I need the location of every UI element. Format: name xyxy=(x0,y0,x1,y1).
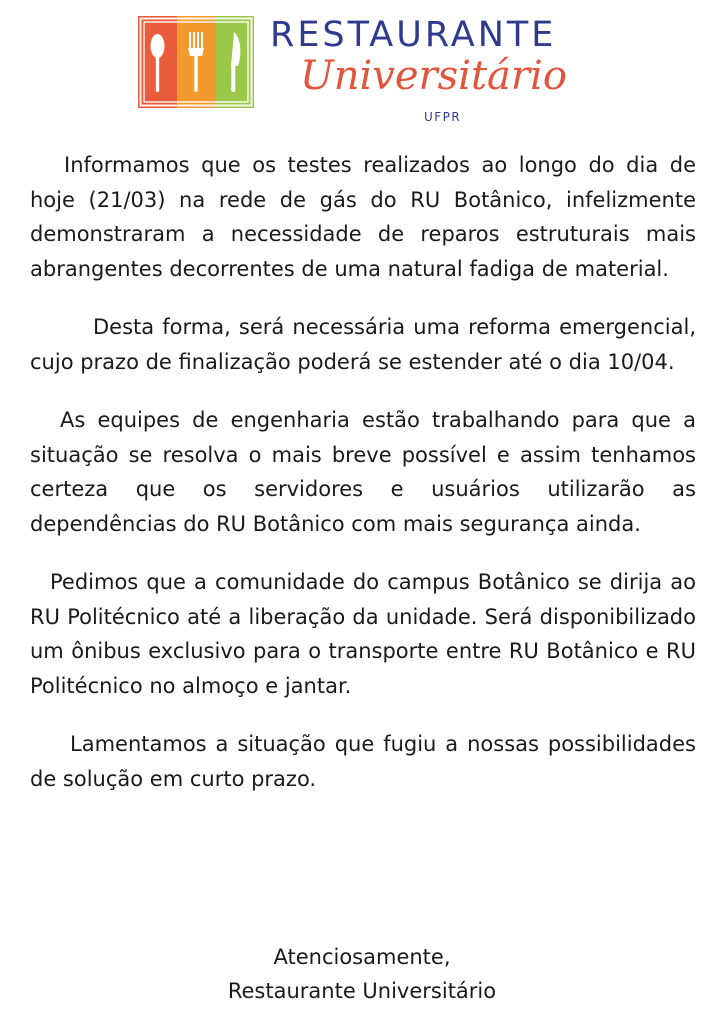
notice-paragraph-4: Pedimos que a comunidade do campus Botânico se dirija ao RU Politécnico até a liberação da unidade. Será disponibilizado um ônibus exclusivo para o transporte entre RU Botânico e RU Politécnico no almoço e jantar. xyxy=(30,570,696,698)
notice-paragraph-1: Informamos que os testes realizados ao longo do dia de hoje (21/03) na rede de gás do RU Botânico, infelizmente demonstraram a necessidade de reparos estruturais mais abrangentes decorrentes de uma natural fadiga de material. xyxy=(30,153,696,281)
notice-body xyxy=(30,148,696,820)
notice-paragraph-5: Lamentamos a situação que fugiu a nossas possibilidades de solução em curto prazo. xyxy=(30,732,696,791)
notice-paragraph-2: Desta forma, será necessária uma reforma emergencial, cujo prazo de finalização poderá se estender até o dia 10/04. xyxy=(30,315,696,374)
logo-subtitle: Universitário xyxy=(300,53,567,99)
restaurant-logo-icon xyxy=(138,16,254,108)
logo-institution: UFPR xyxy=(424,110,462,124)
logo-title: RESTAURANTE xyxy=(270,15,557,55)
signature-block xyxy=(0,940,724,1008)
signature-text: Restaurante Universitário xyxy=(227,979,497,1003)
logo-wordmark xyxy=(270,15,600,130)
notice-paragraph-3: As equipes de engenharia estão trabalhando para que a situação se resolva o mais breve possível e assim tenhamos certeza que os servidores e usuários utilizarão as dependências do RU Botânico com mais segurança ainda. xyxy=(30,408,696,536)
header-logo xyxy=(138,16,598,132)
closing-text: Atenciosamente, xyxy=(273,945,451,969)
